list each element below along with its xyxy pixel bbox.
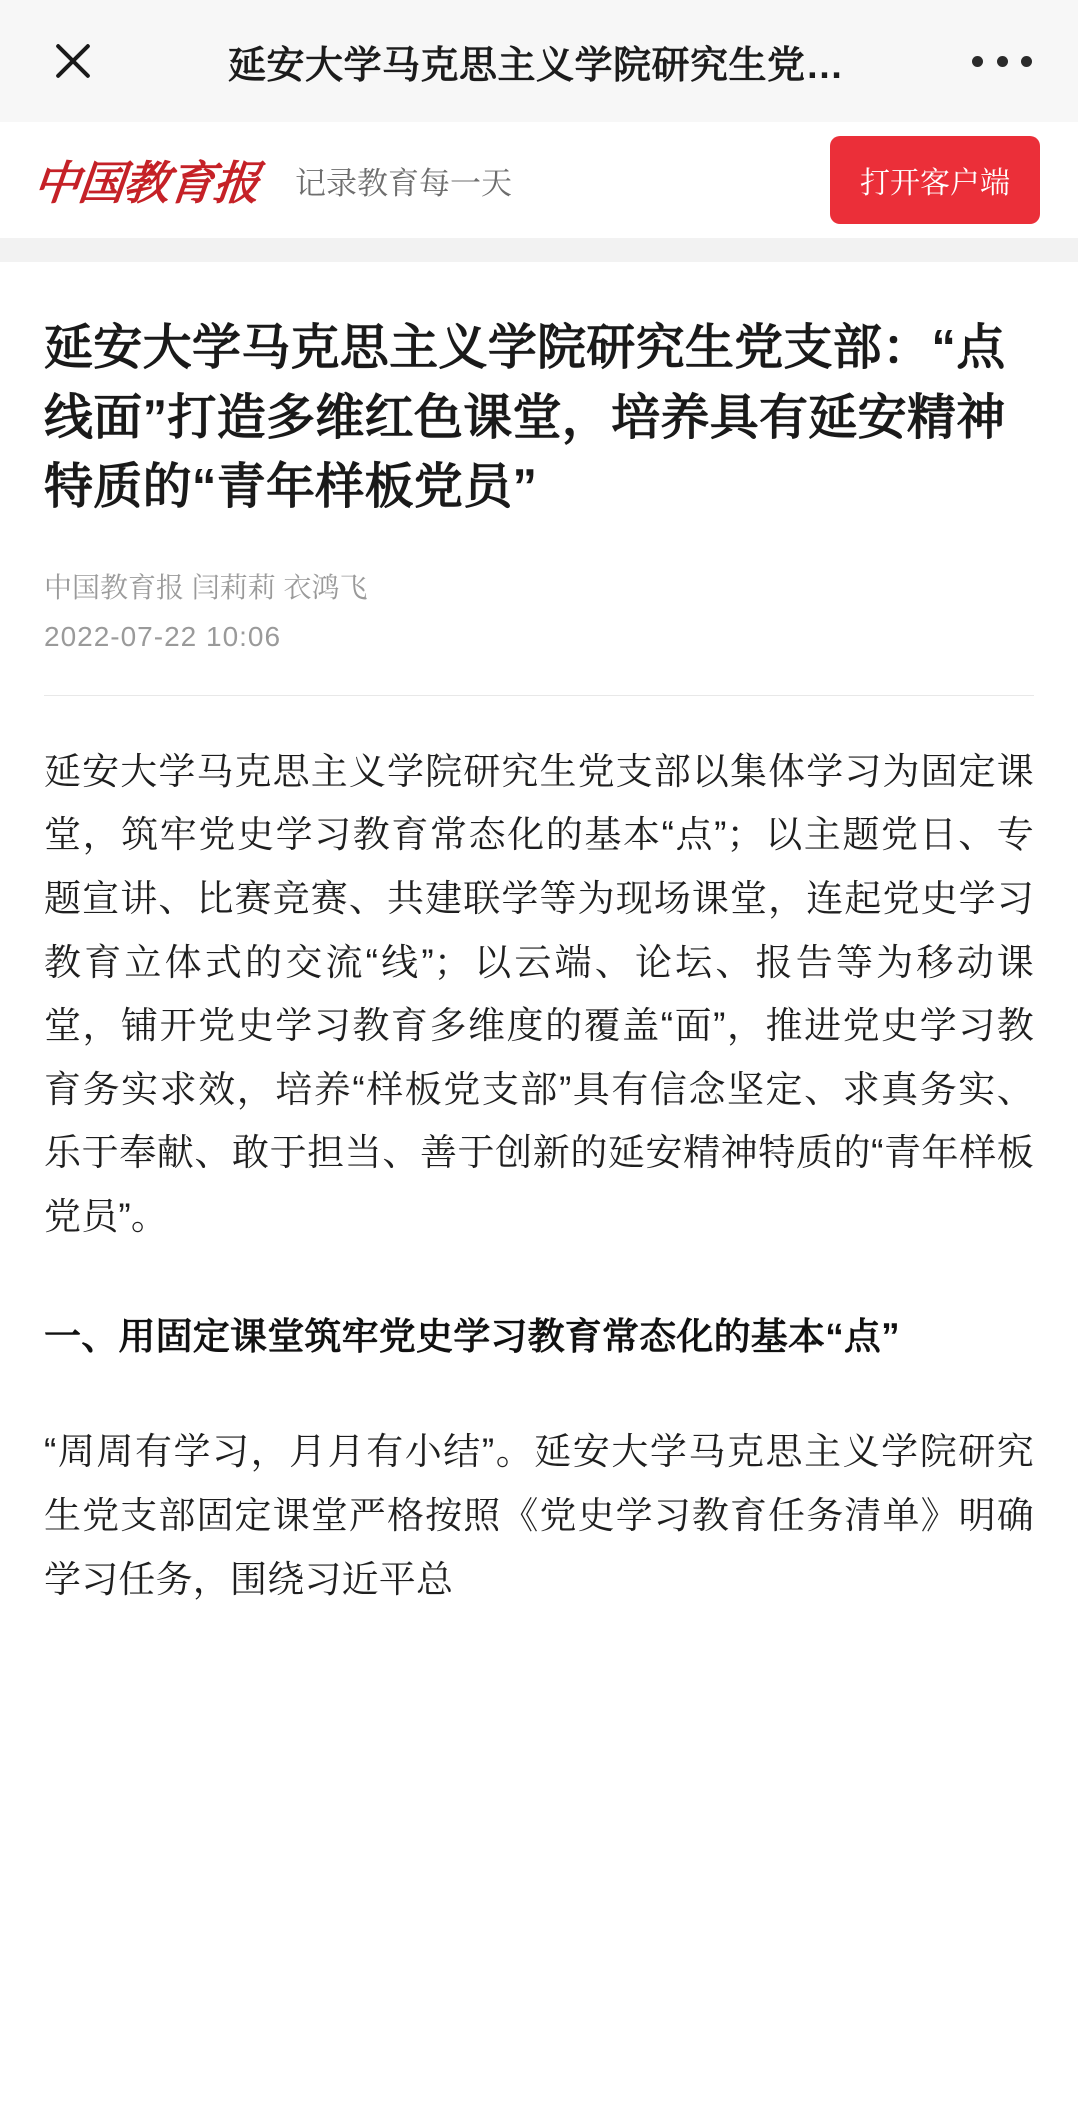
section-divider xyxy=(0,238,1078,262)
top-navigation-bar xyxy=(0,0,1078,122)
open-app-button[interactable]: 打开客户端 xyxy=(830,136,1040,224)
publisher-slogan: 记录教育每一天 xyxy=(295,165,512,201)
article-date: 2022-07-22 10:06 xyxy=(44,620,282,652)
more-dot xyxy=(997,56,1008,67)
article-paragraph: 延安大学马克思主义学院研究生党支部以集体学习为固定课堂，筑牢党史学习教育常态化的基本“点”；以主题党日、专题宣讲、比赛竞赛、共建联学等为现场课堂，连起党史学习教育立体式的交流“线”；以云端、论坛、报告等为移动课堂，铺开党史学习教育多维度的覆盖“面”，推进党史学习教育务实求效，培养“样板党支部”具有信念坚定、求真务实、乐于奉献、敢于担当、善于创新的延安精神特质的“青年样板党员”。 xyxy=(44,750,1034,1238)
close-icon[interactable] xyxy=(46,34,100,88)
article-paragraph: “周周有学习，月月有小结”。延安大学马克思主义学院研究生党支部固定课堂严格按照《党史学习教育任务清单》明确学习任务，围绕习近平总 xyxy=(44,1431,1034,1600)
more-dot xyxy=(1021,56,1032,67)
more-dot xyxy=(972,56,983,67)
article-section-heading: 一、用固定课堂筑牢党史学习教育常态化的基本“点” xyxy=(44,1315,900,1357)
publisher-logo[interactable]: 中国教育报 xyxy=(30,156,262,210)
article-meta xyxy=(44,563,1034,661)
more-horizontal-icon[interactable] xyxy=(972,34,1032,88)
page-title: 延安大学马克思主义学院研究生党… xyxy=(227,44,844,87)
article-container xyxy=(0,262,1078,1611)
article-title: 延安大学马克思主义学院研究生党支部：“点线面”打造多维红色课堂，培养具有延安精神特质的“青年样板党员” xyxy=(44,321,1006,515)
meta-divider xyxy=(44,695,1034,696)
publisher-bar xyxy=(0,122,1078,238)
article-source: 中国教育报 闫莉莉 衣鸿飞 xyxy=(44,571,368,603)
